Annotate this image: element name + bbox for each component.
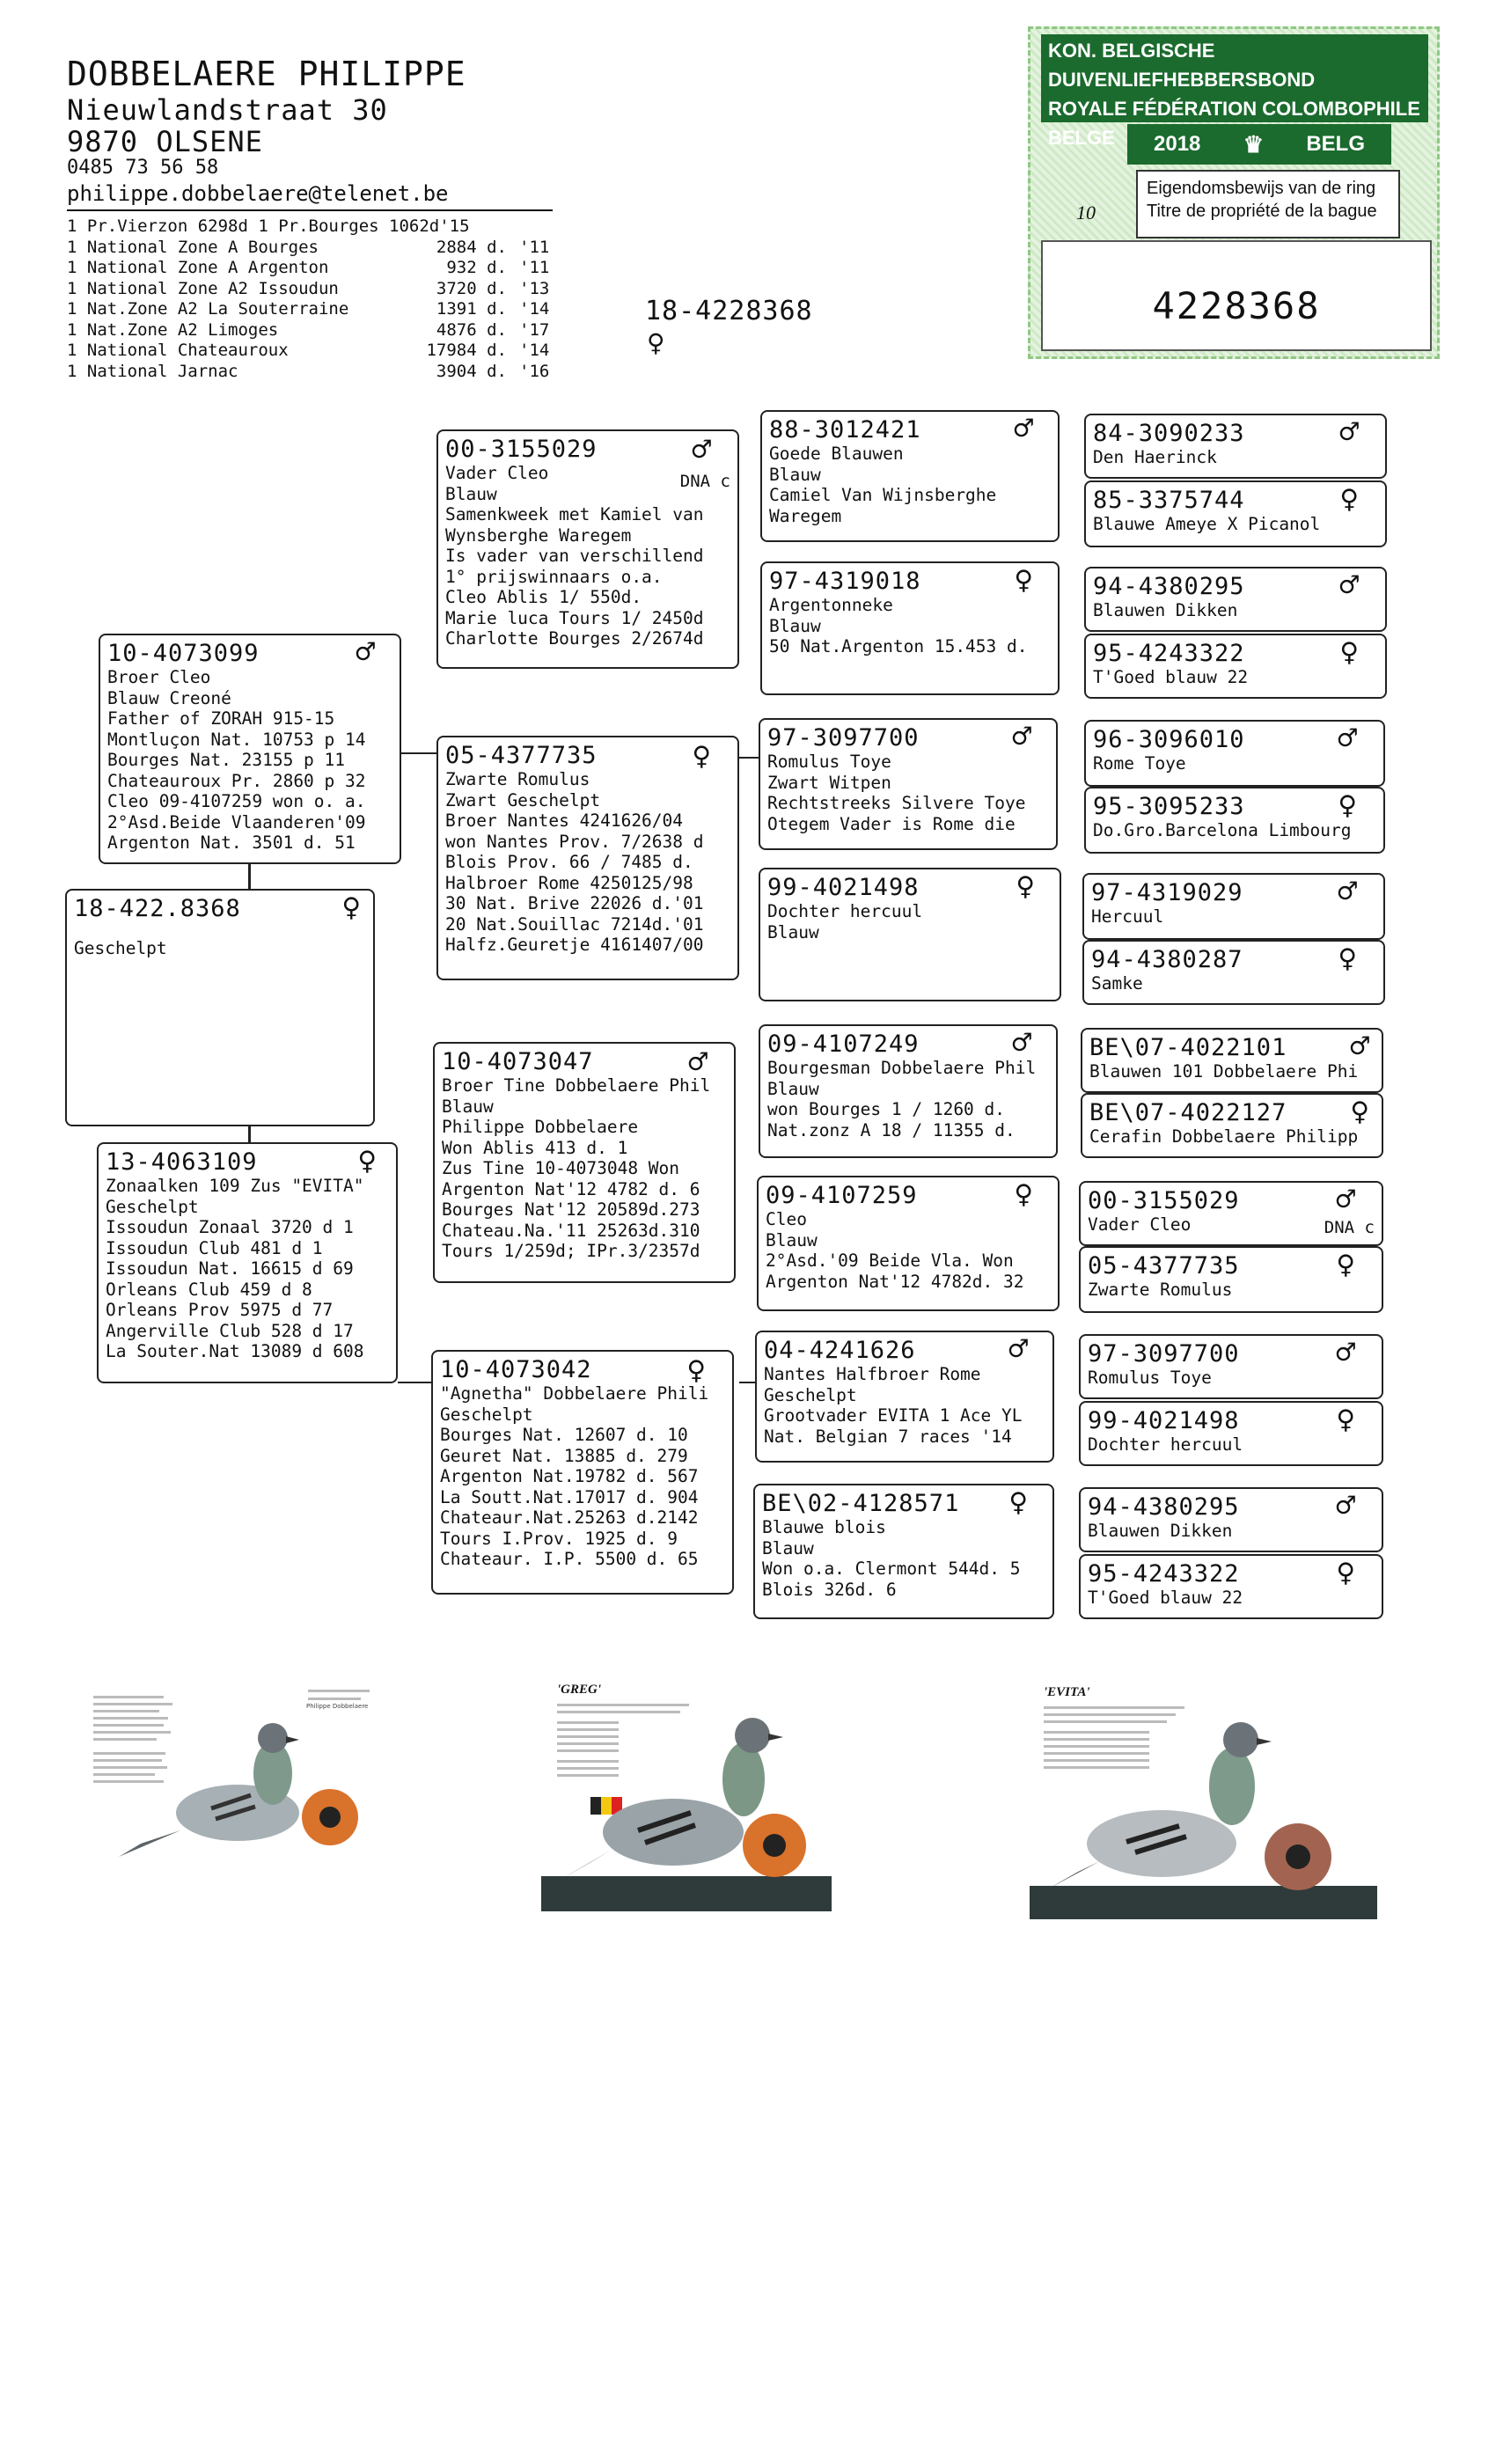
owner-city: 9870 OLSENE [67, 125, 263, 158]
pedigree-dam[interactable] [97, 1142, 398, 1383]
ring-number: 13-4063109 [106, 1148, 258, 1176]
bird-info: Broer Cleo [107, 667, 211, 687]
pedigree-g11[interactable] [1079, 1181, 1383, 1246]
bird-info: Blauwen Dikken [1088, 1521, 1233, 1541]
pedigree-g15[interactable] [1079, 1487, 1383, 1552]
female-icon: ♀ [1338, 788, 1357, 824]
bird-info: Zwart Witpen [767, 772, 891, 793]
female-icon: ♀ [341, 890, 361, 926]
male-icon: ♂ [688, 1045, 708, 1081]
pedigree-ssd[interactable] [760, 561, 1060, 695]
female-icon: ♀ [1336, 1402, 1355, 1438]
pedigree-dds[interactable] [755, 1331, 1054, 1463]
bird-info: Hercuul [1091, 906, 1164, 927]
photo-caption: Philippe Dobbelaere [306, 1703, 369, 1710]
certificate-yearbar [1127, 124, 1391, 165]
connector-line [739, 757, 760, 759]
bird-info: Geschelpt [440, 1404, 533, 1425]
owner-email[interactable]: philippe.dobbelaere@telenet.be [67, 181, 449, 206]
subject-ring: 18-4228368 [645, 296, 813, 326]
bird-info: Vader Cleo [445, 463, 549, 483]
pedigree-sire-sire[interactable] [436, 429, 739, 669]
pedigree-g1[interactable] [1084, 414, 1387, 479]
bird-info: Argentonneke [769, 595, 893, 615]
dna-badge: DNA c [679, 472, 730, 491]
result-row: 1 National Zone A Bourges 2884 d. '11 [67, 237, 550, 257]
ring-number: 10-4073099 [107, 640, 260, 667]
bird-info: Blauw [445, 483, 497, 504]
male-icon: ♂ [692, 432, 711, 468]
ring-number: 95-4243322 [1088, 1560, 1240, 1588]
bird-info: Zwarte Romulus [445, 769, 590, 789]
bird-info: Montluçon Nat. 10753 p 14 [107, 729, 366, 750]
bird-info: Waregem [769, 505, 842, 526]
ring-number: 97-4319018 [769, 568, 921, 595]
ring-number: 04-4241626 [764, 1337, 916, 1364]
bird-info: 2°Asd.'09 Beide Vla. Won [766, 1250, 1014, 1271]
bird-info: Blauwen 101 Dobbelaere Phi [1089, 1061, 1359, 1082]
certificate-title-nl: KON. BELGISCHE DUIVENLIEFHEBBERSBOND [1048, 40, 1316, 91]
pedigree-dam-sire[interactable] [433, 1042, 736, 1283]
certificate-label [1136, 170, 1400, 238]
male-icon: ♂ [1012, 719, 1031, 755]
ring-number: 85-3375744 [1093, 487, 1245, 514]
male-icon: ♂ [1012, 1025, 1031, 1061]
bird-info: Blauw [767, 921, 819, 942]
bird-info: Zwarte Romulus [1088, 1280, 1233, 1300]
pedigree-g4[interactable] [1084, 634, 1387, 699]
bird-info: Blauwe blois [762, 1517, 886, 1537]
certificate-country: BELG [1306, 132, 1365, 156]
result-row: 1 National Jarnac 3904 d. '16 [67, 361, 550, 381]
bird-info: Blois 326d. 6 [762, 1579, 897, 1600]
bird-info: Broer Nantes 4241626/04 [445, 810, 684, 831]
bird-info: Blauw Creoné [107, 687, 231, 708]
bird-info: Orleans Prov 5975 d 77 [106, 1300, 334, 1320]
pedigree-g13[interactable] [1079, 1334, 1383, 1399]
pedigree-sire[interactable] [99, 634, 401, 864]
pedigree-g3[interactable] [1084, 567, 1387, 632]
pedigree-g8[interactable] [1082, 940, 1385, 1005]
handwritten-mark: 10 [1076, 202, 1096, 224]
pigeon-illustration-icon [541, 1683, 832, 1913]
bird-info: Geuret Nat. 13885 d. 279 [440, 1445, 688, 1466]
bird-info: Blauw [442, 1096, 494, 1117]
bird-info: Is vader van verschillend [445, 546, 704, 566]
ring-number: 84-3090233 [1093, 420, 1245, 447]
ring-number: 94-4380295 [1093, 573, 1245, 600]
bird-info: Blauw [766, 1229, 818, 1250]
bird-info: won Bourges 1 / 1260 d. [767, 1099, 1006, 1119]
ring-number: 95-3095233 [1093, 793, 1245, 820]
certificate-number: 4228368 [1152, 284, 1321, 327]
bird-info: 20 Nat.Souillac 7214d.'01 [445, 913, 704, 935]
male-icon: ♂ [1338, 874, 1357, 910]
pedigree-g14[interactable] [1079, 1401, 1383, 1466]
bird-info: Rome Toye [1093, 753, 1186, 774]
ring-number: 10-4073042 [440, 1356, 592, 1383]
pigeon-photo-card-evita [1030, 1685, 1377, 1921]
certificate-title-fr: ROYALE FÉDÉRATION COLOMBOPHILE BELGE [1048, 98, 1420, 149]
result-row: 1 National Zone A Argenton 932 d. '11 [67, 258, 550, 277]
male-icon: ♂ [1339, 568, 1359, 604]
bird-info: Won o.a. Clermont 544d. 5 [762, 1558, 1021, 1579]
ring-certificate [1028, 26, 1440, 359]
bird-info: 1° prijswinnaars o.a. [445, 566, 663, 587]
bird-info: 50 Nat.Argenton 15.453 d. [769, 636, 1028, 656]
connector-line [401, 752, 438, 754]
bird-info: 30 Nat. Brive 22026 d.'01 [445, 893, 704, 913]
certificate-label-nl: Eigendomsbewijs van de ring [1147, 179, 1376, 198]
female-icon: ♀ [1014, 562, 1033, 598]
certificate-label-fr: Titre de propriété de la bague [1147, 202, 1377, 221]
pedigree-sdd[interactable] [759, 868, 1061, 1001]
owner-phone: 0485 73 56 58 [67, 157, 219, 179]
ring-number: 09-4107249 [767, 1030, 920, 1058]
pedigree-g5[interactable] [1084, 720, 1385, 787]
bird-info: Geschelpt [764, 1384, 857, 1405]
ring-number: 94-4380287 [1091, 946, 1243, 973]
male-icon: ♂ [1336, 1335, 1355, 1371]
ring-number: BE\07-4022127 [1089, 1099, 1287, 1126]
female-icon: ♀ [1339, 634, 1359, 671]
bird-info: Dochter hercuul [1088, 1434, 1243, 1455]
ring-number: 97-4319029 [1091, 879, 1243, 906]
male-icon: ♂ [1339, 414, 1359, 451]
bird-info: Broer Tine Dobbelaere Phil [442, 1075, 711, 1096]
bird-info: La Souter.Nat 13089 d 608 [106, 1341, 364, 1361]
bird-info: Issoudun Club 481 d 1 [106, 1237, 323, 1258]
bird-info: Argenton Nat'12 4782 d. 6 [442, 1178, 700, 1199]
bird-info: Cleo 09-4107259 won o. a. [107, 791, 366, 811]
ring-number: 09-4107259 [766, 1182, 918, 1209]
bird-info: Geschelpt [106, 1196, 199, 1217]
bird-info: Angerville Club 528 d 17 [106, 1320, 354, 1341]
bird-info: Bourges Nat'12 20589d.273 [442, 1199, 700, 1220]
bird-info: Wynsberghe Waregem [445, 524, 632, 546]
bird-info: Grootvader EVITA 1 Ace YL [764, 1405, 1023, 1426]
ring-number: 05-4377735 [1088, 1252, 1240, 1280]
bird-info: Won Ablis 413 d. 1 [442, 1137, 628, 1158]
ring-number: 96-3096010 [1093, 726, 1245, 753]
bird-info: Philippe Dobbelaere [442, 1117, 639, 1137]
male-icon: ♂ [1350, 1029, 1369, 1065]
bird-info: won Nantes Prov. 7/2638 d [445, 831, 704, 852]
bird-info: Orleans Club 459 d 8 [106, 1279, 312, 1300]
bird-info: Blauw [767, 1078, 819, 1099]
bird-info: Goede Blauwen [769, 444, 904, 464]
bird-info: T'Goed blauw 22 [1093, 667, 1249, 687]
bird-info: Blauw [769, 615, 821, 636]
female-icon: ♀ [1336, 1555, 1355, 1591]
dna-badge: DNA c [1324, 1218, 1375, 1237]
bird-info: Nantes Halfbroer Rome [764, 1364, 981, 1384]
photo-title: 'GREG' [557, 1683, 602, 1697]
bird-info: Nat. Belgian 7 races '14 [764, 1426, 1012, 1447]
ring-number: 00-3155029 [445, 436, 598, 463]
ring-number: 88-3012421 [769, 416, 921, 444]
ring-number: 05-4377735 [445, 742, 598, 769]
owner-name: DOBBELAERE PHILIPPE [67, 55, 466, 93]
bird-info: La Soutt.Nat.17017 d. 904 [440, 1486, 699, 1507]
bird-info: Cerafin Dobbelaere Philipp [1089, 1126, 1359, 1147]
bird-info: Dochter hercuul [767, 901, 923, 921]
bird-info: Bourgesman Dobbelaere Phil [767, 1058, 1037, 1078]
bird-info: Nat.zonz A 18 / 11355 d. [767, 1119, 1016, 1140]
pigeon-illustration-icon [1030, 1685, 1377, 1921]
connector-line [398, 1382, 435, 1383]
pigeon-photo-card [88, 1676, 378, 1892]
bird-info: T'Goed blauw 22 [1088, 1588, 1243, 1608]
bird-info: Halfz.Geuretje 4161407/00 [445, 935, 704, 955]
bird-info: Vader Cleo [1088, 1214, 1192, 1235]
pedigree-g9[interactable] [1081, 1028, 1383, 1093]
bird-info: Argenton Nat. 3501 d. 51 [107, 832, 356, 853]
female-icon: ♀ [357, 1143, 377, 1179]
photo-title: 'EVITA' [1044, 1685, 1090, 1699]
bird-info: 2°Asd.Beide Vlaanderen'09 [107, 811, 366, 832]
certificate-year: 2018 [1154, 132, 1201, 156]
bird-info: Samenkweek met Kamiel van [445, 504, 704, 524]
bird-info: Issoudun Zonaal 3720 d 1 [106, 1217, 354, 1237]
ring-number: BE\07-4022101 [1089, 1034, 1287, 1061]
pedigree-sss[interactable] [760, 410, 1060, 542]
bird-info: Blois Prov. 66 / 7485 d. [445, 852, 693, 872]
ring-number: 94-4380295 [1088, 1493, 1240, 1521]
pedigree-g16[interactable] [1079, 1554, 1383, 1619]
female-icon: ♀ [692, 738, 711, 774]
crown-icon: ♛ [1243, 131, 1265, 158]
female-icon: ♀ [1016, 869, 1035, 905]
bird-info: Bourges Nat. 12607 d. 10 [440, 1425, 688, 1445]
bird-info: Camiel Van Wijnsberghe [769, 485, 997, 505]
bird-info: Zwart Geschelpt [445, 789, 601, 810]
male-icon: ♂ [1008, 1331, 1028, 1368]
pedigree-g6[interactable] [1084, 787, 1385, 854]
female-icon: ♀ [1014, 1177, 1033, 1213]
pigeon-photo-card-greg [541, 1683, 832, 1913]
ring-number: 97-3097700 [1088, 1340, 1240, 1368]
bird-info: Romulus Toye [1088, 1368, 1212, 1388]
bird-info: Cleo Ablis 1/ 550d. [445, 587, 642, 607]
ring-number: BE\02-4128571 [762, 1490, 960, 1517]
bird-info: Tours 1/259d; IPr.3/2357d [442, 1241, 700, 1261]
owner-street: Nieuwlandstraat 30 [67, 93, 388, 127]
bird-info: Den Haerinck [1093, 447, 1217, 467]
female-icon: ♀ [1339, 481, 1359, 517]
bird-info: Blauwe Ameye X Picanol [1093, 514, 1321, 534]
bird-info: Romulus Toye [767, 752, 891, 772]
ring-number: 10-4073047 [442, 1048, 594, 1075]
bird-info: Blauw [769, 464, 821, 485]
bird-info: Chateauroux Pr. 2860 p 32 [107, 770, 366, 791]
bird-info: "Agnetha" Dobbelaere Phili [440, 1383, 709, 1404]
bird-info: Blauwen Dikken [1093, 600, 1238, 620]
bird-info: Do.Gro.Barcelona Limbourg [1093, 820, 1352, 840]
ring-number: 18-422.8368 [74, 895, 241, 922]
pedigree-bird[interactable] [65, 889, 375, 1126]
bird-info: Tours I.Prov. 1925 d. 9 [440, 1528, 678, 1549]
pedigree-g10[interactable] [1081, 1093, 1383, 1158]
bird-info: Charlotte Bourges 2/2674d [445, 628, 704, 649]
bird-info: Chateaur. I.P. 5500 d. 65 [440, 1549, 699, 1569]
pedigree-dss[interactable] [759, 1024, 1058, 1158]
bird-info: Chateaur.Nat.25263 d.2142 [440, 1507, 699, 1528]
bird-info: Cleo [766, 1209, 807, 1229]
result-row: 1 Nat.Zone A2 La Souterraine 1391 d. '14 [67, 299, 550, 319]
ring-number: 99-4021498 [1088, 1407, 1240, 1434]
result-row: 1 Nat.Zone A2 Limoges 4876 d. '17 [67, 319, 550, 340]
ring-number: 95-4243322 [1093, 640, 1245, 667]
result-row: 1 National Chateauroux 17984 d. '14 [67, 341, 550, 360]
certificate-number-window [1041, 240, 1432, 351]
pedigree-g12[interactable] [1079, 1246, 1383, 1313]
bird-info: Samke [1091, 973, 1143, 994]
male-icon: ♂ [1336, 1182, 1355, 1218]
ring-number: 00-3155029 [1088, 1187, 1240, 1214]
female-icon: ♀ [1338, 941, 1357, 977]
bird-info: Otegem Vader is Rome die [767, 813, 1016, 834]
pedigree-g7[interactable] [1082, 873, 1385, 940]
bird-info: Marie luca Tours 1/ 2450d [445, 607, 704, 628]
bird-info: Geschelpt [74, 938, 167, 958]
bird-info: Argenton Nat.19782 d. 567 [440, 1466, 699, 1486]
male-icon: ♂ [1336, 1488, 1355, 1524]
male-icon: ♂ [1338, 721, 1357, 757]
male-icon: ♂ [1014, 411, 1033, 447]
female-icon: ♀ [647, 326, 665, 361]
pedigree-sire-dam[interactable] [436, 736, 739, 980]
pedigree-dsd[interactable] [757, 1176, 1060, 1311]
pedigree-ddd[interactable] [753, 1484, 1054, 1619]
bird-info: Zonaalken 109 Zus "EVITA" [106, 1176, 364, 1196]
bird-info: Rechtstreeks Silvere Toye [767, 793, 1026, 813]
female-icon: ♀ [686, 1353, 706, 1389]
bird-info: Father of ZORAH 915-15 [107, 708, 335, 729]
bird-info: Blauw [762, 1537, 814, 1558]
bird-info: Halbroer Rome 4250125/98 [445, 872, 693, 893]
bird-info: Issoudun Nat. 16615 d 69 [106, 1258, 354, 1279]
female-icon: ♀ [1336, 1247, 1355, 1283]
female-icon: ♀ [1008, 1485, 1028, 1521]
ring-number: 99-4021498 [767, 874, 920, 901]
result-row: 1 Pr.Vierzon 6298d 1 Pr.Bourges 1062d'15 [67, 216, 470, 236]
pedigree-sds[interactable] [759, 718, 1058, 850]
bird-info: Zus Tine 10-4073048 Won [442, 1158, 680, 1178]
email-underline [67, 209, 553, 211]
bird-info: Argenton Nat'12 4782d. 32 [766, 1271, 1024, 1292]
ring-number: 97-3097700 [767, 724, 920, 752]
results-list [67, 216, 590, 382]
bird-info: Chateau.Na.'11 25263d.310 [442, 1220, 700, 1241]
pedigree-dam-dam[interactable] [431, 1350, 734, 1595]
result-row: 1 National Zone A2 Issoudun 3720 d. '13 [67, 278, 550, 298]
female-icon: ♀ [1350, 1094, 1369, 1130]
pedigree-g2[interactable] [1084, 480, 1387, 547]
male-icon: ♂ [356, 634, 375, 671]
bird-info: Bourges Nat. 23155 p 11 [107, 750, 346, 770]
